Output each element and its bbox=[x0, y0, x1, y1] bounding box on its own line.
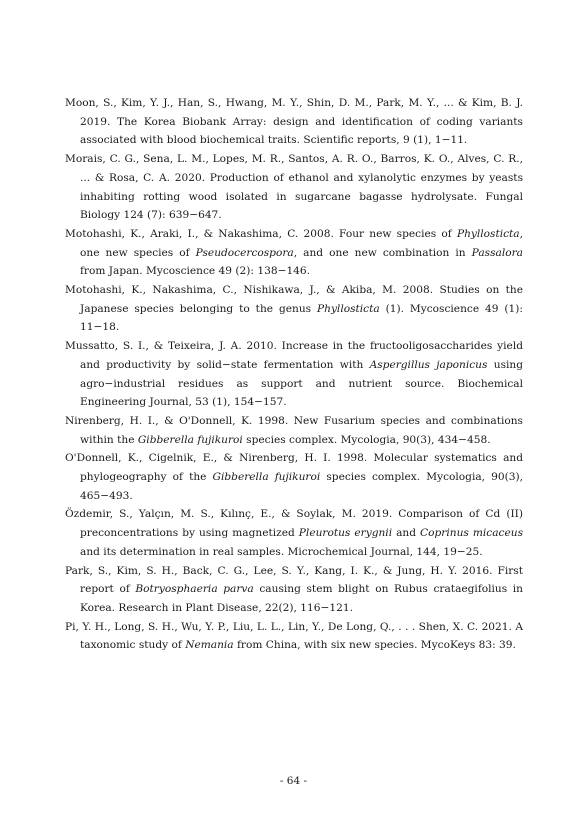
reference-text: , and one new combination in bbox=[293, 246, 472, 259]
reference-text: species complex. Mycologia, 90(3), 465−493. bbox=[80, 471, 523, 502]
reference-text: , one new species of bbox=[80, 227, 523, 259]
italic-taxon-name: Pseudocercospora bbox=[195, 246, 294, 259]
reference-entry bbox=[65, 150, 523, 225]
reference-entry bbox=[65, 562, 523, 618]
reference-text: Park, S., Kim, S. H., Back, C. G., Lee, S. Y., Kang, I. K., & Jung, H. Y. 2016. First report of bbox=[65, 564, 523, 596]
reference-entry bbox=[65, 505, 523, 561]
reference-text: from Japan. Mycoscience 49 (2): 138−146. bbox=[80, 265, 311, 278]
reference-text: and its determination in real samples. Microchemical Journal, 144, 19−25. bbox=[80, 545, 483, 558]
reference-entry bbox=[65, 449, 523, 505]
reference-text: Motohashi, K., Araki, I., & Nakashima, C. 2008. Four new species of bbox=[65, 227, 457, 240]
reference-text: from China, with six new species. MycoKeys 83: 39. bbox=[233, 639, 516, 652]
page-number: - 64 - bbox=[279, 775, 308, 787]
reference-entry bbox=[65, 94, 523, 150]
reference-text: (1). Mycoscience 49 (1): 11−18. bbox=[80, 302, 523, 334]
reference-entry bbox=[65, 281, 523, 337]
reference-text: and bbox=[392, 527, 421, 540]
reference-list bbox=[65, 94, 523, 655]
reference-text: Nirenberg, H. I., & O'Donnell, K. 1998. New Fusarium species and combinations within the bbox=[65, 414, 523, 446]
reference-text: Mussatto, S. I., & Teixeira, J. A. 2010. Increase in the fructooligosaccharides yield and productivity by solid−state fermentation with bbox=[65, 340, 523, 371]
reference-text: Özdemir, S., Yalçın, M. S., Kılınç, E., & Soylak, M. 2019. Comparison of Cd (II) preconcentrations by using magnetized bbox=[65, 508, 523, 540]
reference-entry bbox=[65, 618, 523, 655]
italic-taxon-name: Nemania bbox=[185, 639, 234, 652]
reference-text: Motohashi, K., Nakashima, C., Nishikawa, J., & Akiba, M. 2008. Studies on the Japanese species belonging to the genus bbox=[65, 284, 523, 315]
italic-taxon-name: Gibberella fujikuroi bbox=[137, 433, 243, 446]
reference-entry bbox=[65, 412, 523, 449]
italic-taxon-name: Phyllosticta bbox=[456, 227, 520, 240]
italic-taxon-name: Aspergillus japonicus bbox=[369, 358, 488, 371]
reference-text: O'Donnell, K., Cigelnik, E., & Nirenberg, H. I. 1998. Molecular systematics and phylogeography of the bbox=[65, 452, 523, 484]
italic-taxon-name: Coprinus micaceus bbox=[420, 527, 524, 540]
reference-text: causing stem blight on Rubus crataegifolius in Korea. Research in Plant Disease, 22(2), 116−121. bbox=[80, 583, 523, 614]
reference-text: Pi, Y. H., Long, S. H., Wu, Y. P., Liu, L. L., Lin, Y., De Long, Q., . . . Shen, X. C. 2021. A taxonomic study of bbox=[65, 620, 523, 652]
reference-text: Morais, C. G., Sena, L. M., Lopes, M. R., Santos, A. R. O., Barros, K. O., Alves, C. R., ... & Rosa, C. A. 2020. Production of ethanol and xylanolytic enzymes by yeasts inhabiting rotting wood isolated in sugarcane bagasse hydrolysate. Fungal Biology 124 (7): 639−647. bbox=[65, 153, 523, 222]
reference-text: using agro−industrial residues as support and nutrient source. Biochemical Engineering Journal, 53 (1), 154−157. bbox=[80, 358, 523, 409]
italic-taxon-name: Gibberella fujikuroi bbox=[212, 471, 321, 484]
reference-entry bbox=[65, 225, 523, 281]
italic-taxon-name: Pleurotus erygnii bbox=[298, 527, 393, 540]
reference-text: Moon, S., Kim, Y. J., Han, S., Hwang, M. Y., Shin, D. M., Park, M. Y., ... & Kim, B. J. 2019. The Korea Biobank Array: design and identification of coding variants associated with blood biochemical traits. Scientific reports, 9 (1), 1−11. bbox=[65, 97, 523, 147]
italic-taxon-name: Phyllosticta bbox=[317, 302, 380, 315]
italic-taxon-name: Botryosphaeria parva bbox=[135, 583, 254, 596]
italic-taxon-name: Passalora bbox=[471, 246, 523, 259]
reference-entry bbox=[65, 337, 523, 412]
reference-text: species complex. Mycologia, 90(3), 434−458. bbox=[242, 433, 491, 446]
